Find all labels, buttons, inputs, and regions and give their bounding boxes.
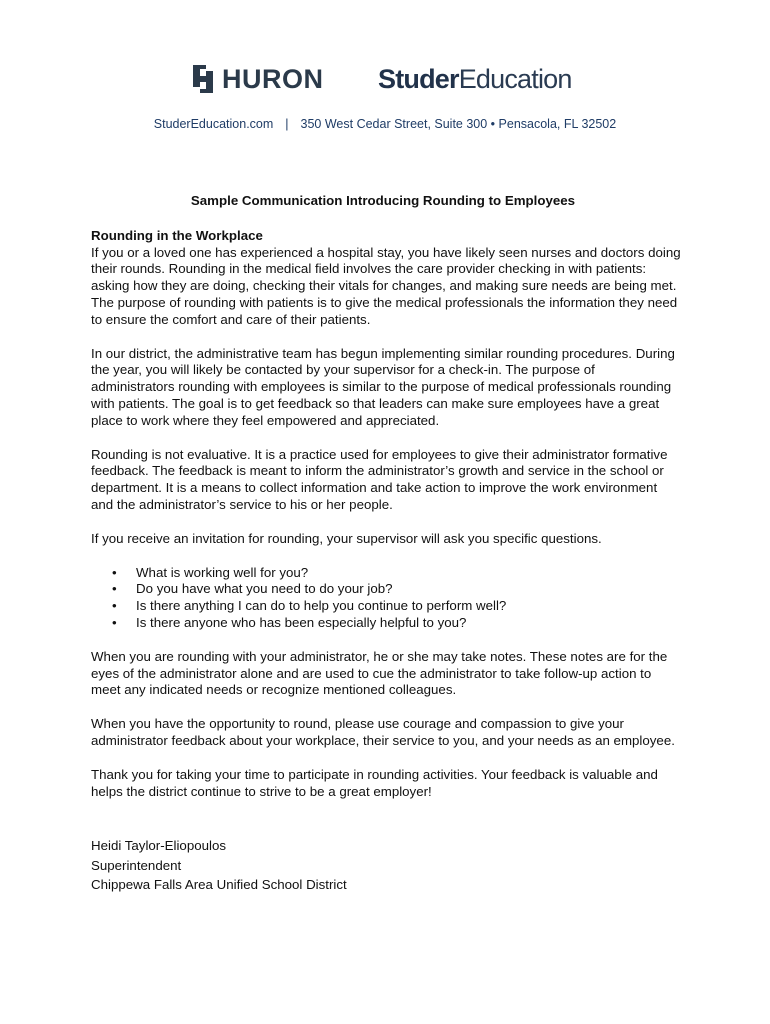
- huron-h-mark-icon: [190, 65, 216, 93]
- bullet-icon: •: [112, 614, 117, 630]
- section-heading: Rounding in the Workplace: [91, 227, 263, 243]
- huron-logo-text: HURON: [222, 63, 324, 94]
- question-text: Do you have what you need to do your job?: [136, 581, 393, 597]
- address-line: [0, 117, 770, 131]
- question-list: [91, 565, 681, 632]
- studer-logo-light: Education: [458, 63, 572, 94]
- paragraph: If you receive an invitation for rounding, your supervisor will ask you specific questions.: [91, 530, 602, 546]
- paragraph: Rounding is not evaluative. It is a practice used for employees to give their administrator formative feedback. The feedback is meant to inform the administrator’s growth and service in the school or department. It is a means to collect information and take action to improve the work environment and the administrator’s service to his or her people.: [91, 446, 668, 512]
- studer-education-logo: [378, 64, 572, 94]
- paragraph: If you or a loved one has experienced a hospital stay, you have likely seen nurses and doctors doing their rounds. Rounding in the medical field involves the care provider checking in with patients: asking how they are doing, checking their vitals for changes, and making sure needs are being met. The purpose of rounding with patients is to give the medical professionals the information they need to ensure the comfort and care of their patients.: [91, 244, 681, 327]
- signer-organization: Chippewa Falls Area Unified School District: [91, 877, 347, 893]
- signature-block: [91, 836, 681, 895]
- paragraph: Thank you for taking your time to participate in rounding activities. Your feedback is valuable and helps the district continue to strive to be a great employer!: [91, 766, 658, 799]
- list-item: [91, 598, 681, 615]
- question-text: Is there anyone who has been especially helpful to you?: [136, 614, 467, 630]
- list-item: [91, 581, 681, 598]
- logo-header: [0, 62, 770, 96]
- website-link[interactable]: StuderEducation.com: [153, 117, 274, 131]
- paragraph: When you have the opportunity to round, please use courage and compassion to give your administrator feedback about your workplace, their service to you, and your needs as an employee.: [91, 716, 675, 748]
- question-text: Is there anything I can do to help you continue to perform well?: [136, 598, 507, 614]
- huron-logo: [190, 64, 324, 94]
- list-item: [91, 565, 681, 582]
- address-separator: |: [285, 117, 289, 131]
- paragraph: When you are rounding with your administrator, he or she may take notes. These notes are for the eyes of the administrator alone and are used to cue the administrator to take follow-up action to meet any indicated needs or recognize mentioned colleagues.: [91, 648, 668, 698]
- bullet-icon: •: [112, 581, 117, 597]
- question-text: What is working well for you?: [136, 564, 309, 580]
- letter-body: [91, 193, 681, 895]
- signer-title: Superintendent: [91, 857, 182, 873]
- signer-name: Heidi Taylor-Eliopoulos: [91, 838, 227, 854]
- street-address: 350 West Cedar Street, Suite 300 • Pensacola, FL 32502: [300, 117, 617, 131]
- bullet-icon: •: [112, 598, 117, 614]
- paragraph: In our district, the administrative team has begun implementing similar rounding procedures. During the year, you will likely be contacted by your supervisor for a check-in. The purpose of administrators rounding with employees is similar to the purpose of medical professionals rounding with patients. The goal is to get feedback so that leaders can make sure employees have a great place to work where they feel empowered and appreciated.: [91, 345, 675, 428]
- bullet-icon: •: [112, 564, 117, 580]
- list-item: [91, 615, 681, 632]
- studer-logo-bold: Studer: [378, 63, 459, 94]
- document-title: Sample Communication Introducing Rounding to Employees: [190, 193, 576, 208]
